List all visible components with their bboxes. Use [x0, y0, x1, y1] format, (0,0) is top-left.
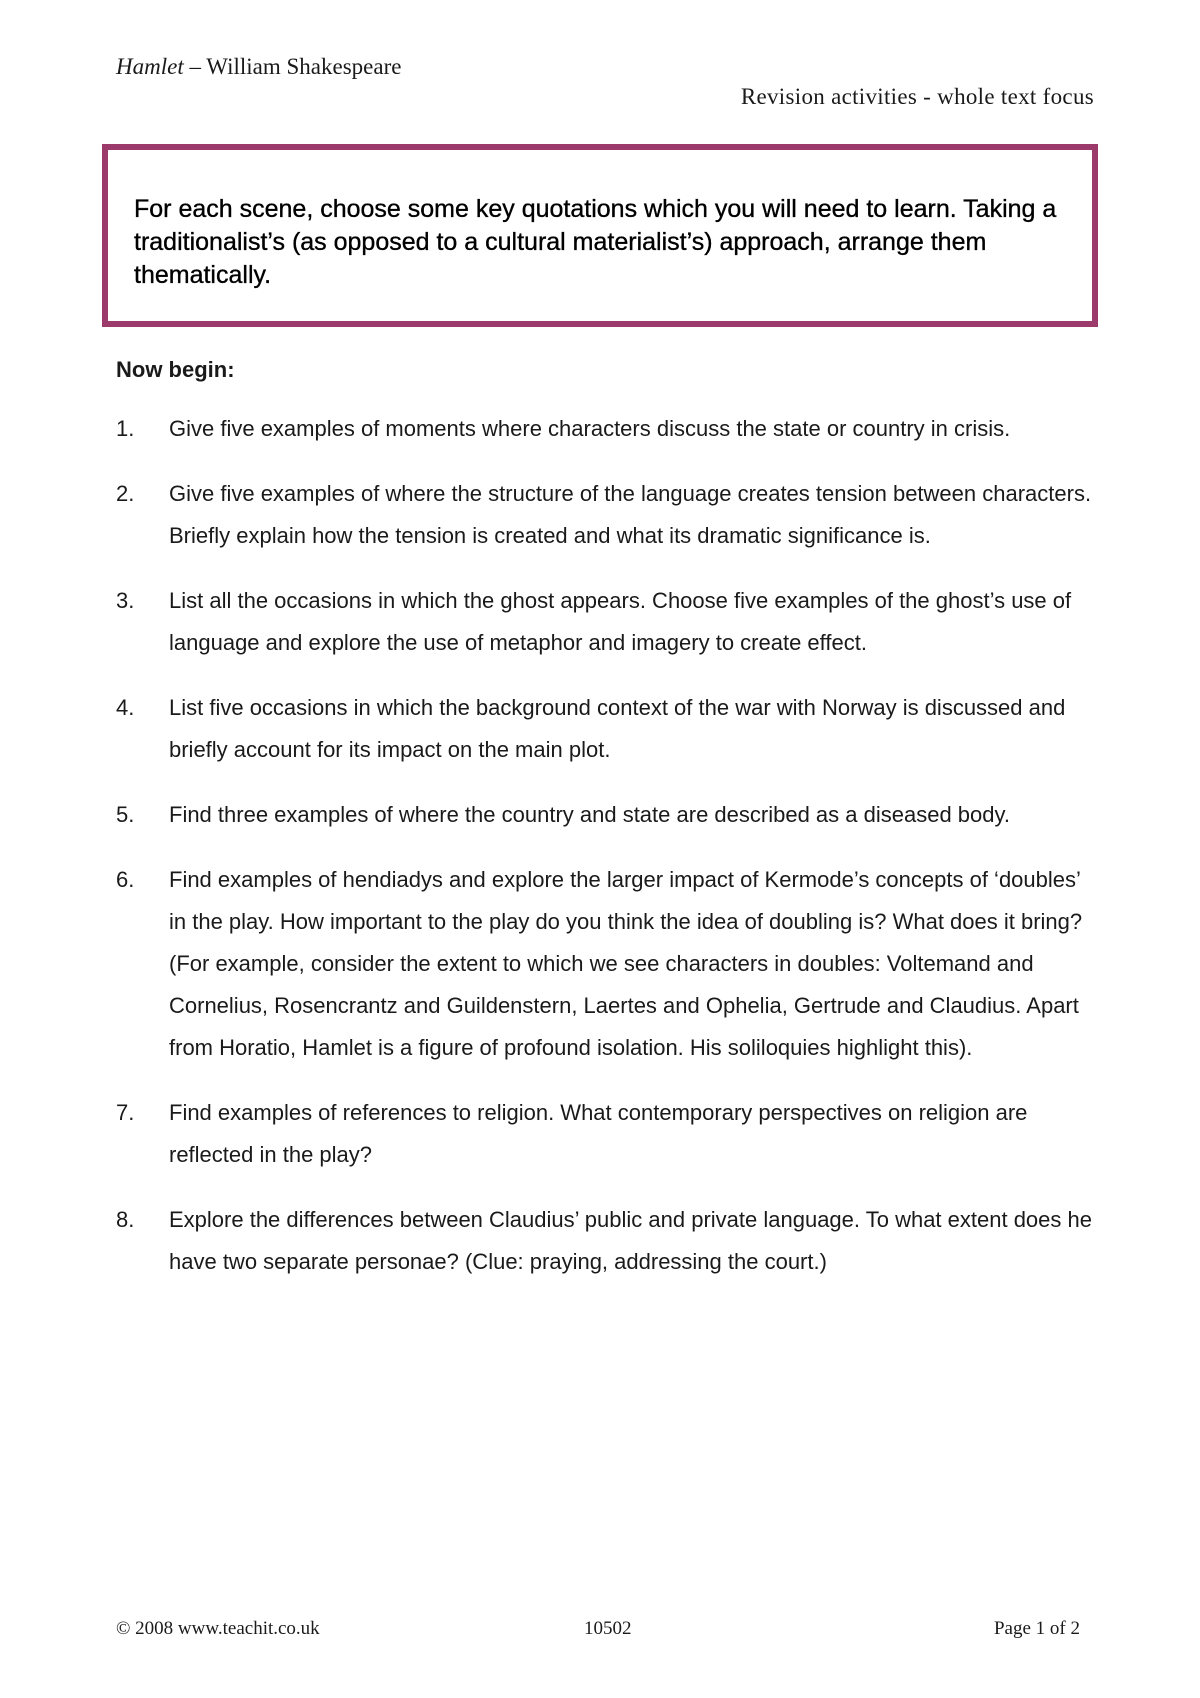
section-heading: Revision activities - whole text focus — [740, 84, 1094, 109]
question-number: 1. — [116, 416, 135, 441]
question-text: Find examples of references to religion. What contemporary perspectives on religion are reflected in the play? — [169, 1100, 1028, 1167]
footer-document-code: 10502 — [584, 1618, 632, 1639]
question-text: List all the occasions in which the ghost appears. Choose five examples of the ghost’s use of language and explore the use of metaphor and imagery to create effect. — [169, 588, 1072, 655]
list-item — [116, 408, 1096, 450]
question-number: 5. — [116, 802, 135, 827]
list-item — [116, 859, 1096, 1069]
document-title — [116, 54, 401, 80]
question-text: Explore the differences between Claudius’ public and private language. To what extent does he have two separate personae? (Clue: praying, addressing the court.) — [169, 1207, 1092, 1274]
question-number: 7. — [116, 1100, 135, 1125]
footer-copyright: © 2008 www.teachit.co.uk — [116, 1618, 320, 1639]
intro-heading: Now begin: — [116, 357, 235, 382]
list-item — [116, 794, 1096, 836]
list-item — [116, 580, 1096, 664]
list-item — [116, 1199, 1096, 1283]
question-number: 4. — [116, 695, 135, 720]
question-text: Give five examples of where the structure of the language creates tension between characters. Briefly explain how the tension is created and what its dramatic significance is. — [169, 481, 1092, 548]
question-text: Give five examples of moments where characters discuss the state or country in crisis. — [169, 416, 1011, 441]
question-text: Find examples of hendiadys and explore the larger impact of Kermode’s concepts of ‘doubles’ in the play. How important to the play do you think the idea of doubling is? What does it bring? (For example, consider the extent to which we see characters in doubles: Voltemand and Cornelius, Rosencrantz and Guildenstern, Laertes and Ophelia, Gertrude and Claudius. Apart from Horatio, Hamlet is a figure of profound isolation. His soliloquies highlight this). — [169, 867, 1083, 1060]
question-number: 8. — [116, 1207, 135, 1232]
task-instruction-text: For each scene, choose some key quotations which you will need to learn. Taking a traditionalist’s (as opposed to a cultural materialist’s) approach, arrange them thematically. — [134, 195, 1057, 289]
question-number: 6. — [116, 867, 135, 892]
question-number: 2. — [116, 481, 135, 506]
list-item — [116, 687, 1096, 771]
list-item — [116, 1092, 1096, 1176]
footer-page-number: Page 1 of 2 — [993, 1618, 1080, 1639]
author-name: – William Shakespeare — [183, 54, 402, 79]
question-number: 3. — [116, 588, 135, 613]
question-list — [116, 408, 1096, 1306]
question-text: List five occasions in which the background context of the war with Norway is discussed and briefly account for its impact on the main plot. — [169, 695, 1066, 762]
list-item — [116, 473, 1096, 557]
question-text: Find three examples of where the country and state are described as a diseased body. — [169, 802, 1010, 827]
play-title: Hamlet — [116, 54, 184, 79]
task-instruction-box — [102, 144, 1098, 327]
